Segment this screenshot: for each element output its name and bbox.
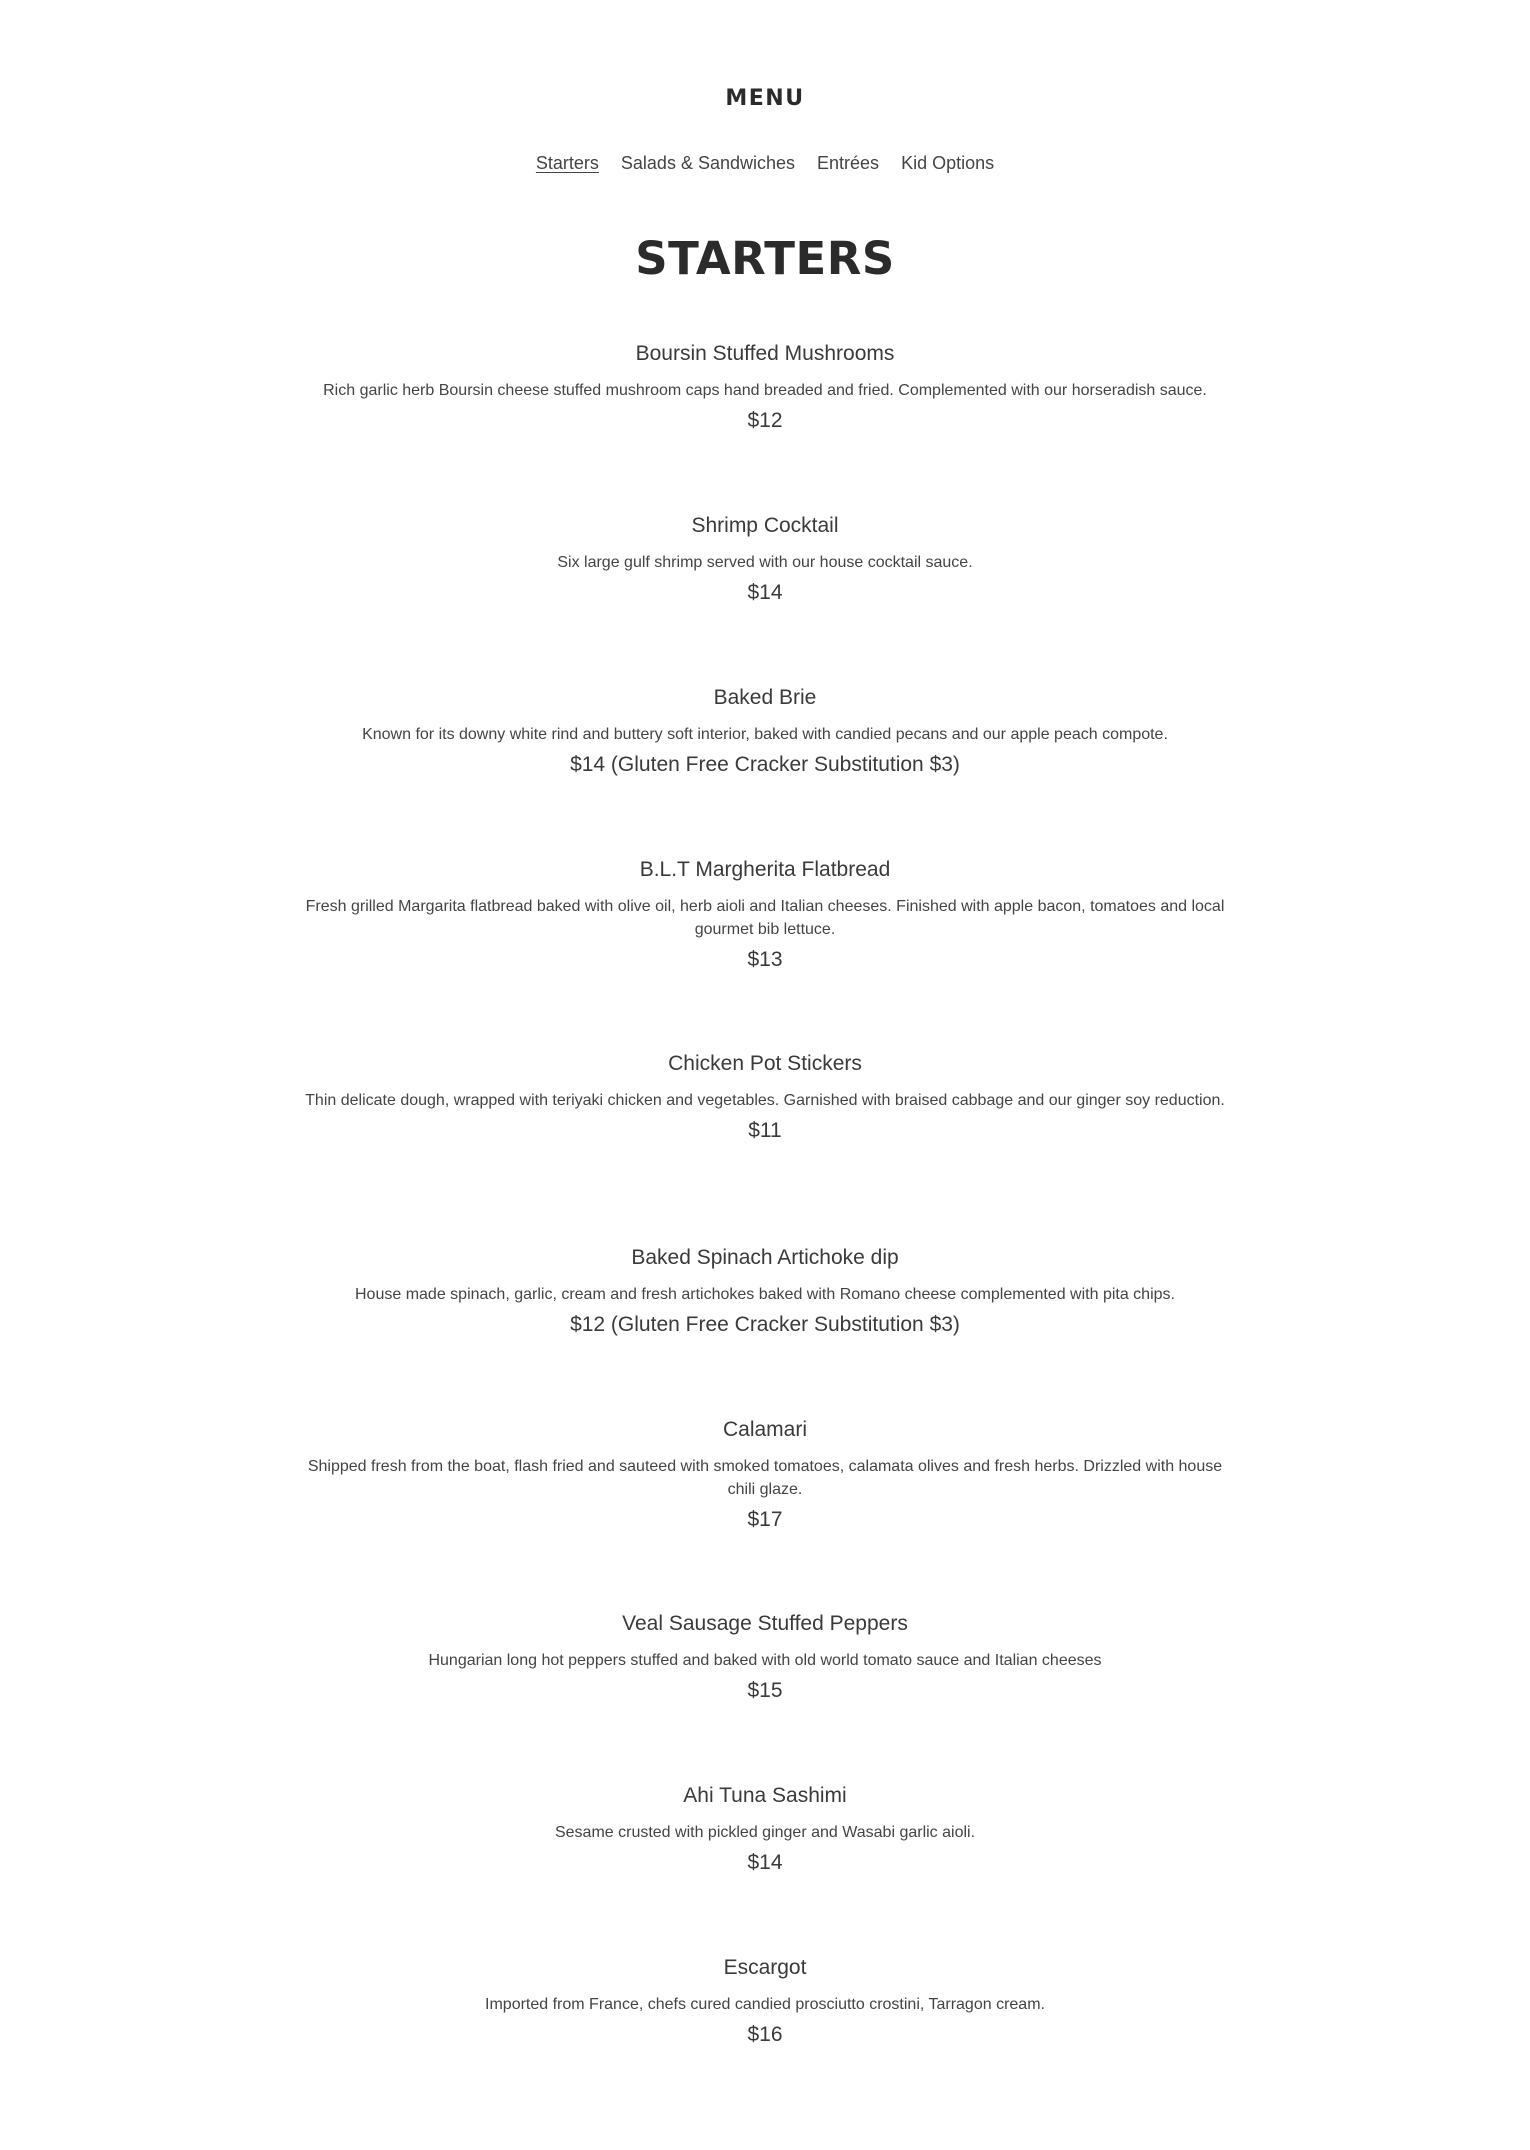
menu-item-price: $13	[747, 948, 783, 971]
menu-item-price: $12	[747, 409, 783, 432]
nav-item-entrees[interactable]: Entrées	[817, 153, 880, 173]
section-title: STARTERS	[635, 232, 895, 285]
menu-item-price: $15	[747, 1679, 783, 1702]
menu-item-description: Imported from France, chefs cured candied prosciutto crostini, Tarragon cream.	[485, 1996, 1045, 2013]
menu-item-price: $14 (Gluten Free Cracker Substitution $3)	[570, 753, 960, 776]
menu-item-name: Calamari	[722, 1418, 808, 1441]
menu-item-name: Veal Sausage Stuffed Peppers	[622, 1612, 908, 1635]
menu-item-description: Known for its downy white rind and buttery soft interior, baked with candied pecans and our apple peach compote.	[362, 726, 1168, 743]
menu-item-price: $17	[747, 1508, 783, 1531]
menu-item-description: Fresh grilled Margarita flatbread baked with olive oil, herb aioli and Italian cheeses. Finished with apple bacon, tomatoes and local gourmet bib lettuce.	[305, 898, 1225, 938]
menu-item-description: House made spinach, garlic, cream and fresh artichokes baked with Romano cheese complemented with pita chips.	[355, 1286, 1175, 1303]
menu-item-price: $16	[747, 2023, 783, 2046]
menu-item-name: Boursin Stuffed Mushrooms	[635, 342, 895, 365]
menu-item	[295, 339, 1235, 436]
menu-item-name: Chicken Pot Stickers	[668, 1052, 862, 1075]
menu-item-description: Shipped fresh from the boat, flash fried and sauteed with smoked tomatoes, calamata olives and fresh herbs. Drizzled with house chili glaze.	[307, 1458, 1223, 1498]
menu-item	[295, 1415, 1235, 1535]
menu-item-name: Baked Brie	[713, 686, 817, 709]
menu-item	[295, 1953, 1235, 2050]
menu-item-price: $12 (Gluten Free Cracker Substitution $3)	[570, 1313, 960, 1336]
menu-item-price: $11	[748, 1119, 782, 1142]
menu-item-name: Ahi Tuna Sashimi	[683, 1784, 847, 1807]
page-title: MENU	[725, 86, 805, 111]
menu-item	[295, 1243, 1235, 1340]
nav-item-starters[interactable]: Starters	[535, 153, 599, 173]
menu-item-price: $14	[747, 581, 783, 604]
menu-item-description: Six large gulf shrimp served with our house cocktail sauce.	[557, 554, 973, 571]
menu-item	[295, 683, 1235, 780]
menu-item-name: Baked Spinach Artichoke dip	[631, 1246, 899, 1269]
menu-item-description: Thin delicate dough, wrapped with teriyaki chicken and vegetables. Garnished with braised cabbage and our ginger soy reduction.	[305, 1092, 1225, 1109]
nav-item-salads-sandwiches[interactable]: Salads & Sandwiches	[620, 153, 796, 173]
menu-item	[295, 511, 1235, 608]
menu-item	[295, 1781, 1235, 1878]
menu-item-description: Rich garlic herb Boursin cheese stuffed mushroom caps hand breaded and fried. Complemented with our horseradish sauce.	[323, 382, 1207, 399]
menu-item	[295, 1609, 1235, 1706]
nav-item-kid-options[interactable]: Kid Options	[901, 153, 995, 173]
menu-item	[295, 855, 1235, 975]
menu-item	[295, 1049, 1235, 1146]
category-nav	[0, 153, 1530, 174]
menu-item-description: Sesame crusted with pickled ginger and Wasabi garlic aioli.	[554, 1824, 976, 1841]
menu-item-name: Shrimp Cocktail	[691, 514, 839, 537]
menu-item-description: Hungarian long hot peppers stuffed and baked with old world tomato sauce and Italian cheeses	[428, 1652, 1102, 1669]
menu-item-name: Escargot	[723, 1956, 807, 1979]
menu-item-name: B.L.T Margherita Flatbread	[639, 858, 891, 881]
menu-item-price: $14	[747, 1851, 783, 1874]
